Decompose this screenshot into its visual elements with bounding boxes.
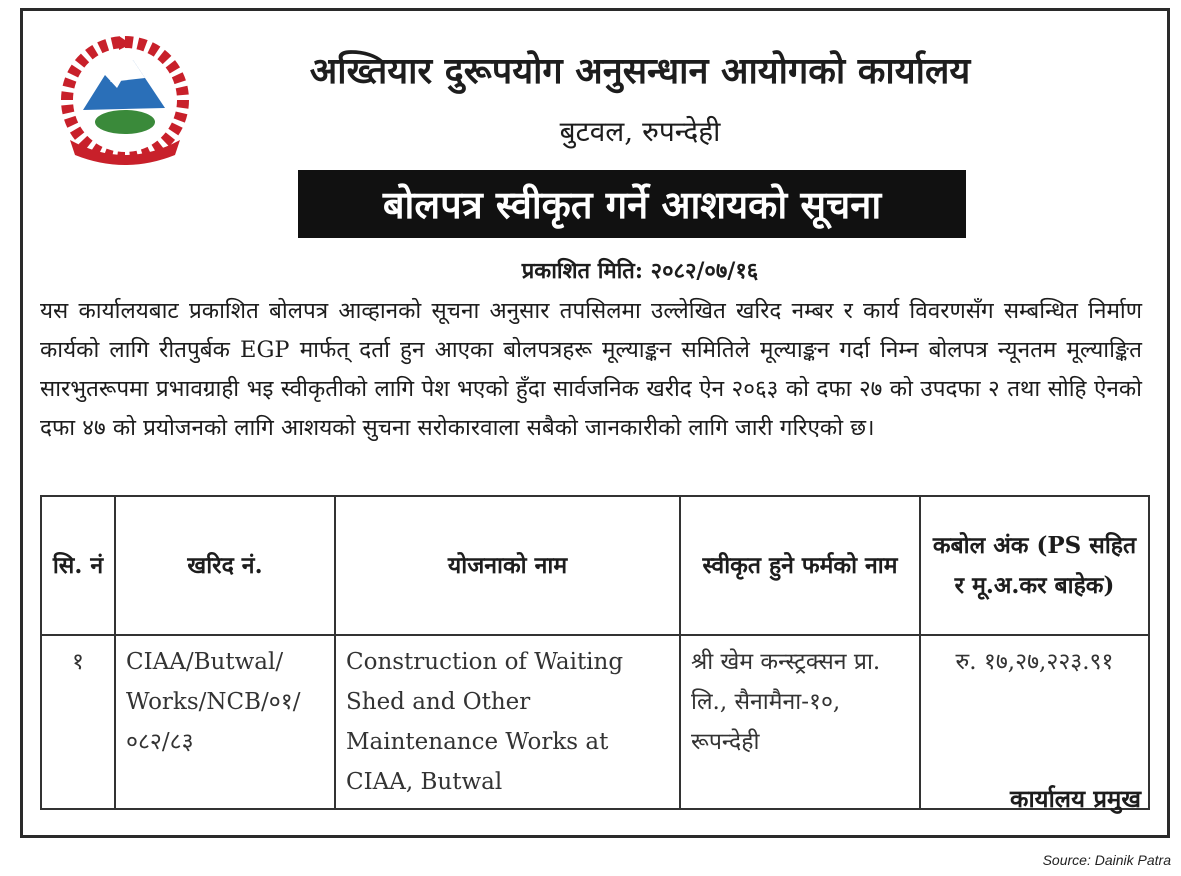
bid-table — [40, 495, 1150, 810]
col-bid-amount: कबोल अंक (PS सहित र मू.अ.कर बाहेक) — [920, 496, 1149, 635]
table-row — [41, 635, 1149, 809]
col-firm-name: स्वीकृत हुने फर्मको नाम — [680, 496, 920, 635]
col-procurement-no: खरिद नं. — [115, 496, 335, 635]
col-serial: सि. नं — [41, 496, 115, 635]
cell-project-name: Construction of Waiting Shed and Other Maintenance Works at CIAA, Butwal — [335, 635, 680, 809]
cell-serial: १ — [41, 635, 115, 809]
table-header-row — [41, 496, 1149, 635]
cell-firm-name: श्री खेम कन्स्ट्रक्सन प्रा. लि., सैनामैना-१०, रूपन्देही — [680, 635, 920, 809]
published-date: प्रकाशित मिति: २०८२/०७/१६ — [521, 258, 759, 284]
cell-procurement-no: CIAA/Butwal/ Works/NCB/०१/ ०८२/८३ — [115, 635, 335, 809]
cell-bid-amount: रु. १७,२७,२२३.९१ — [920, 635, 1149, 809]
col-project-name: योजनाको नाम — [335, 496, 680, 635]
source-credit: Source: Dainik Patra — [1042, 852, 1171, 868]
notice-banner: बोलपत्र स्वीकृत गर्ने आशयको सूचना — [298, 170, 966, 238]
nepal-government-emblem-icon — [55, 30, 195, 165]
office-title: अख्तियार दुरूपयोग अनुसन्धान आयोगको कार्यालय — [309, 50, 971, 92]
office-location: बुटवल, रुपन्देही — [559, 115, 721, 148]
notice-body: यस कार्यालयबाट प्रकाशित बोलपत्र आव्हानको सूचना अनुसार तपसिलमा उल्लेखित खरिद नम्बर र कार्य विवरणसँग सम्बन्धित निर्माण कार्यको लागि रीतपुर्बक EGP मार्फत् दर्ता हुन आएका बोलपत्रहरू मूल्याङ्कन समितिले मूल्याङ्कन गर्दा निम्न बोलपत्र न्यूनतम मूल्याङ्कित सारभुतरूपमा प्रभावग्राही भइ स्वीकृतीको लागि पेश भएको हुँदा सार्वजनिक खरीद ऐन २०६३ को दफा २७ को उपदफा २ तथा सोहि ऐनको दफा ४७ को प्रयोजनको लागि आशयको सुचना सरोकारवाला सबैको जानकारीको लागि जारी गरिएको छ। — [40, 298, 1142, 441]
signatory: कार्यालय प्रमुख — [1010, 784, 1141, 813]
